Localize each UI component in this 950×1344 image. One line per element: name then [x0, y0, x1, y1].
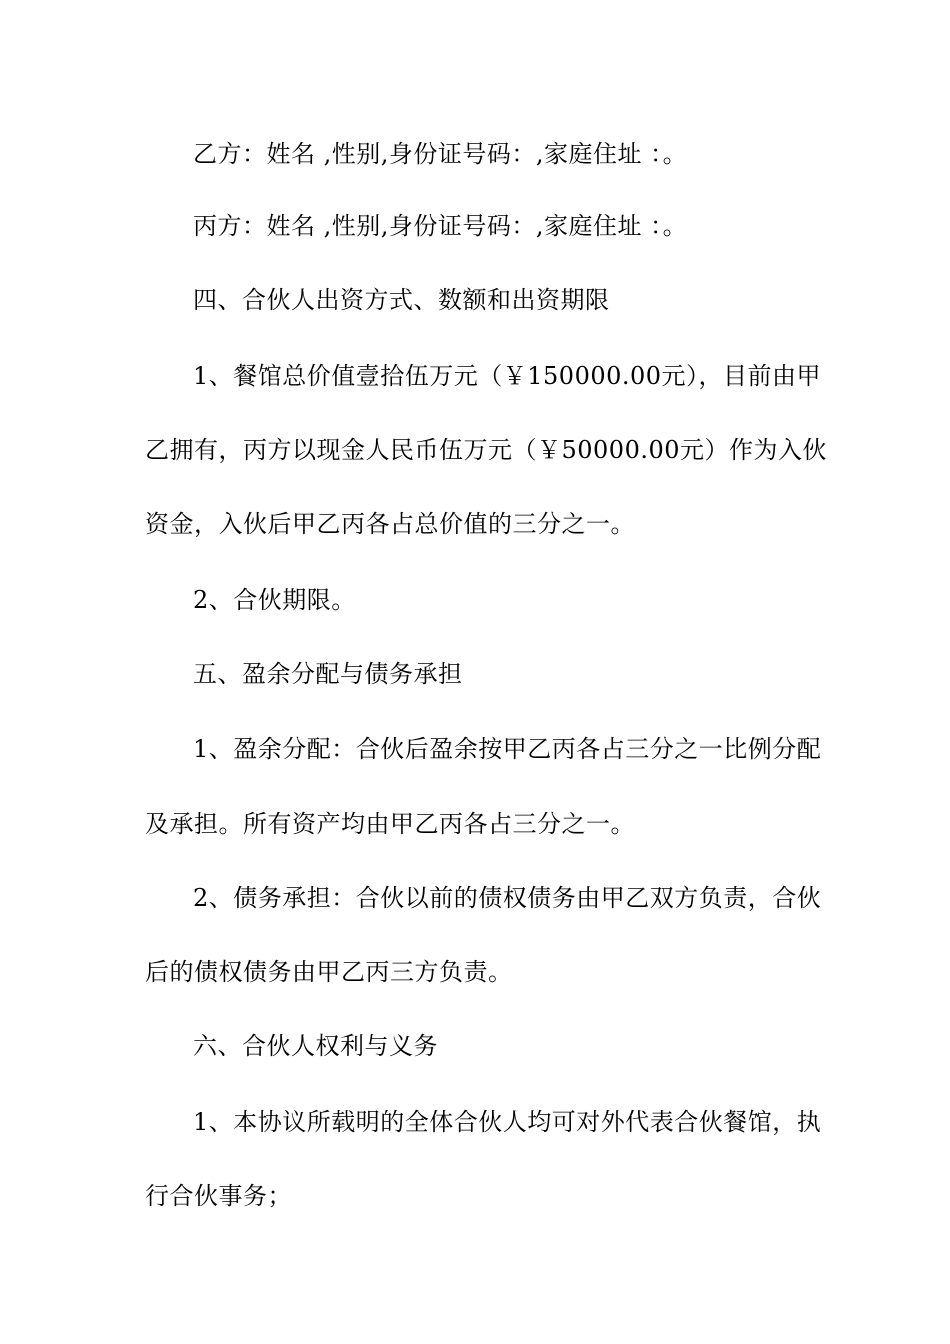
paragraph-line: 1、餐馆总价值壹拾伍万元（￥150000.00元），目前由甲 [193, 362, 822, 390]
paragraph-line: 2、债务承担：合伙以前的债权债务由甲乙双方负责，合伙 [193, 884, 822, 912]
paragraph-line: 及承担。所有资产均由甲乙丙各占三分之一。 [145, 810, 635, 838]
section-heading-rights-duties: 六、合伙人权利与义务 [193, 1032, 438, 1060]
section-heading-contribution: 四、合伙人出资方式、数额和出资期限 [193, 286, 610, 314]
paragraph-line: 后的债权债务由甲乙丙三方负责。 [145, 958, 513, 986]
paragraph-line: 1、本协议所载明的全体合伙人均可对外代表合伙餐馆，执 [193, 1108, 822, 1136]
section-heading-profit-debt: 五、盈余分配与债务承担 [193, 660, 463, 688]
party-c-info: 丙方：姓名 ,性别,身份证号码：,家庭住址 ：。 [193, 212, 688, 240]
paragraph-line: 2、合伙期限。 [193, 586, 356, 614]
paragraph-line: 行合伙事务； [145, 1182, 292, 1210]
paragraph-line: 资金，入伙后甲乙丙各占总价值的三分之一。 [145, 510, 635, 538]
paragraph-line: 1、盈余分配：合伙后盈余按甲乙丙各占三分之一比例分配 [193, 735, 822, 763]
party-b-info: 乙方：姓名 ,性别,身份证号码：,家庭住址 ：。 [193, 140, 688, 168]
paragraph-line: 乙拥有，丙方以现金人民币伍万元（￥50000.00元）作为入伙 [145, 436, 828, 464]
